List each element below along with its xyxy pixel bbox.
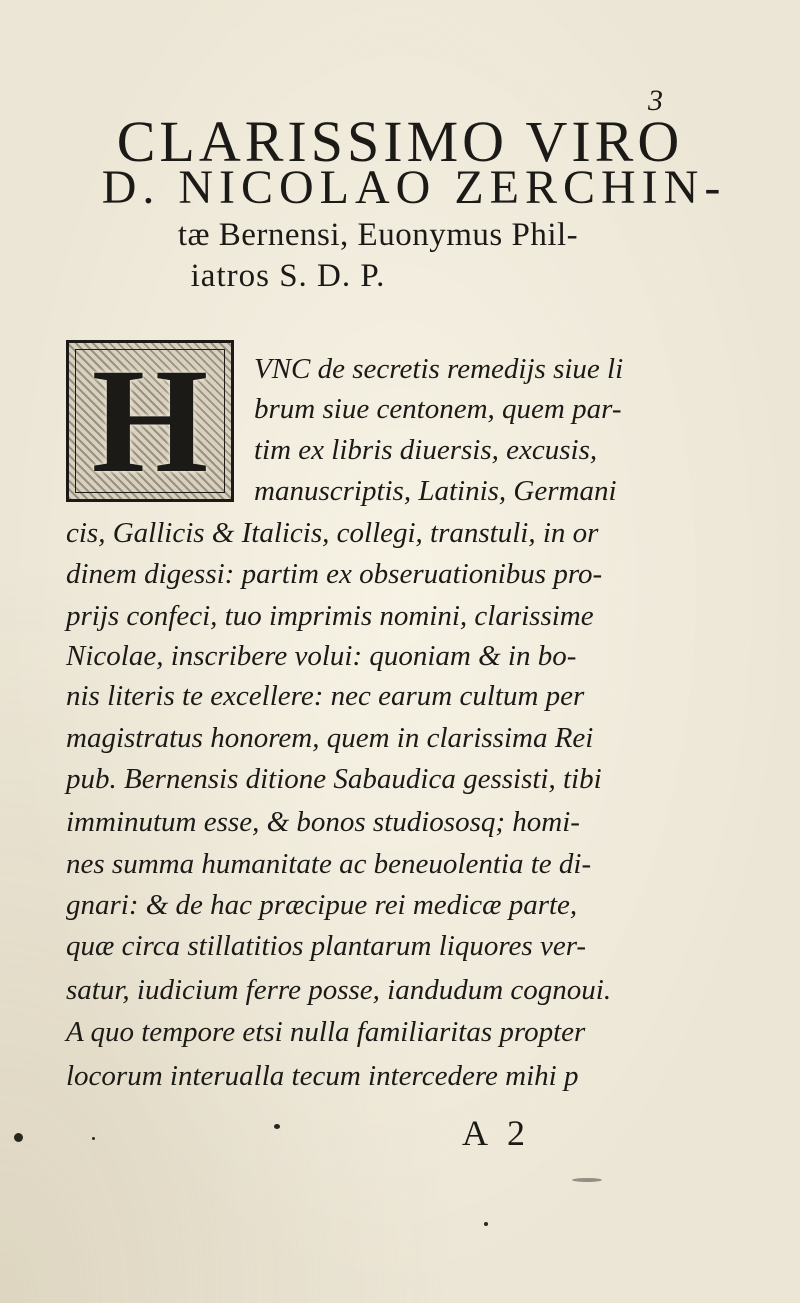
body-line: tim ex libris diuersis, excusis, [254, 434, 598, 466]
ink-fleck [484, 1222, 488, 1226]
body-line: VNC de secretis remedijs siue li [254, 353, 624, 385]
signature-mark: A 2 [462, 1113, 532, 1153]
body-line: brum siue centonem, quem par- [254, 393, 622, 425]
ink-fleck [14, 1133, 23, 1142]
ink-fleck [274, 1124, 280, 1129]
ink-fleck [572, 1178, 602, 1182]
dedication-title-line-1: CLARISSIMO VIRO [116, 109, 684, 174]
body-line: locorum interualla tecum intercedere mihi p [66, 1060, 579, 1092]
ink-fleck [92, 1137, 95, 1140]
body-line: imminutum esse, & bonos studiososq; homi- [66, 806, 580, 838]
dedication-title-line-2: D. NICOLAO ZERCHIN- [101, 161, 727, 214]
body-line: cis, Gallicis & Italicis, collegi, transtuli, in or [66, 517, 599, 549]
body-line: prijs confeci, tuo imprimis nomini, clarissime [66, 600, 594, 632]
body-line: nes summa humanitate ac beneuolentia te di- [66, 848, 592, 880]
decorated-initial [66, 340, 234, 502]
body-line: gnari: & de hac præcipue rei medicæ parte, [66, 889, 578, 921]
body-line: satur, iudicium ferre posse, iandudum cognoui. [66, 974, 612, 1006]
page-number: 3 [648, 84, 663, 117]
body-line: dinem digessi: partim ex obseruationibus pro- [66, 558, 603, 590]
body-line: quæ circa stillatitios plantarum liquores ver- [66, 930, 587, 962]
body-line: pub. Bernensis ditione Sabaudica gessisti, tibi [66, 763, 602, 795]
dedication-title-line-3: tæ Bernensi, Euonymus Phil- [177, 217, 579, 253]
body-line: magistratus honorem, quem in clarissima Rei [66, 722, 594, 754]
body-line: manuscriptis, Latinis, Germani [254, 475, 617, 507]
decorated-initial-letter: H [91, 338, 209, 504]
body-line: nis literis te excellere: nec earum cultum per [66, 680, 585, 712]
body-line: Nicolae, inscribere volui: quoniam & in bo- [66, 640, 577, 672]
body-line: A quo tempore etsi nulla familiaritas propter [66, 1016, 586, 1048]
dedication-title-line-4: iatros S. D. P. [190, 258, 386, 294]
